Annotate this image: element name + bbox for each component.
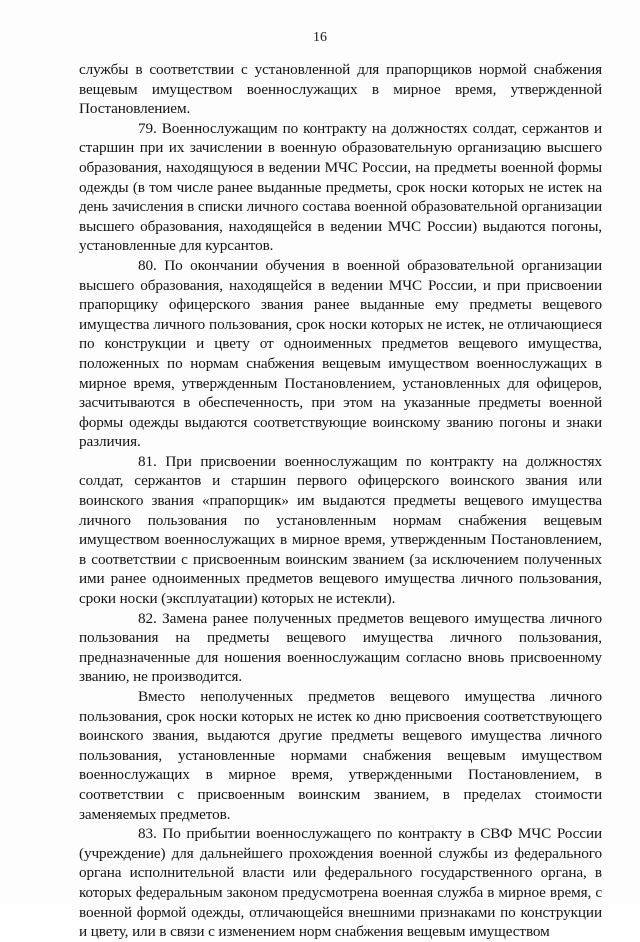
paragraph-79: 79. Военнослужащим по контракту на должностях солдат, сержантов и старшин при их зачислении в военную образовательную организацию высшего образования, находящуюся в ведении МЧС России, на предметы военной формы одежды (в том числе ранее выданные предметы, срок носки которых не истек на день зачисления в списки личного состава военной образовательной организации высшего образования, находящейся в ведении МЧС России) выдаются погоны, установленные для курсантов. [79,119,602,255]
paragraph-80: 80. По окончании обучения в военной образовательной организации высшего образования, находящейся в ведении МЧС России, и при присвоении прапорщику офицерского звания ранее выданные ему предметы вещевого имущества личного пользования, срок носки которых не истек, не отличающиеся по конструкции и цвету от одноименных предметов вещевого имущества, положенных по нормам снабжения вещевым имуществом военнослужащих в мирное время, утвержденным Постановлением, установленных для офицеров, засчитываются в обеспеченность, при этом на указанные предметы военной формы одежды выдаются соответствующие воинскому званию погоны и знаки различия. [79,256,602,451]
paragraph-82: 82. Замена ранее полученных предметов вещевого имущества личного пользования на предметы вещевого имущества личного пользования, предназначенные для ношения военнослужащим согласно вновь присвоенному званию, не производится. [79,609,602,686]
paragraph-continuation: службы в соответствии с установленной для прапорщиков нормой снабжения вещевым имуществом военнослужащих в мирное время, утвержденной Постановлением. [79,61,602,118]
paragraph-82-continued: Вместо неполученных предметов вещевого имущества личного пользования, срок носки которых не истек ко дню присвоения соответствующего воинского звания, выдаются другие предметы вещевого имущества личного пользования, установленные нормами снабжения вещевым имуществом военнослужащих в мирное время, утвержденными Постановлением, в соответствии с присвоенным воинским званием, в пределах стоимости заменяемых предметов. [79,688,602,823]
paragraph-83: 83. По прибытии военнослужащего по контракту в СВФ МЧС России (учреждение) для дальнейшего прохождения военной службы из федерального органа исполнительной власти или федерального государственного органа, в которых федеральным законом предусмотрена военная служба в мирное время, с военной формой одежды, отличающейся внешними признаками по конструкции и цвету, или в связи с изменением норм снабжения вещевым имуществом [79,825,602,941]
document-body [79,60,602,942]
page-number: 16 [313,30,327,45]
paragraph-81: 81. При присвоении военнослужащим по контракту на должностях солдат, сержантов и старшин первого офицерского воинского звания или воинского звания «прапорщик» им выдаются предметы вещевого имущества личного пользования по установленным нормам снабжения вещевым имуществом военнослужащих в мирное время, утвержденным Постановлением, в соответствии с присвоенным воинским званием (за исключением полученных ими ранее одноименных предметов вещевого имущества личного пользования, сроки носки (эксплуатации) которых не истекли). [79,452,602,608]
